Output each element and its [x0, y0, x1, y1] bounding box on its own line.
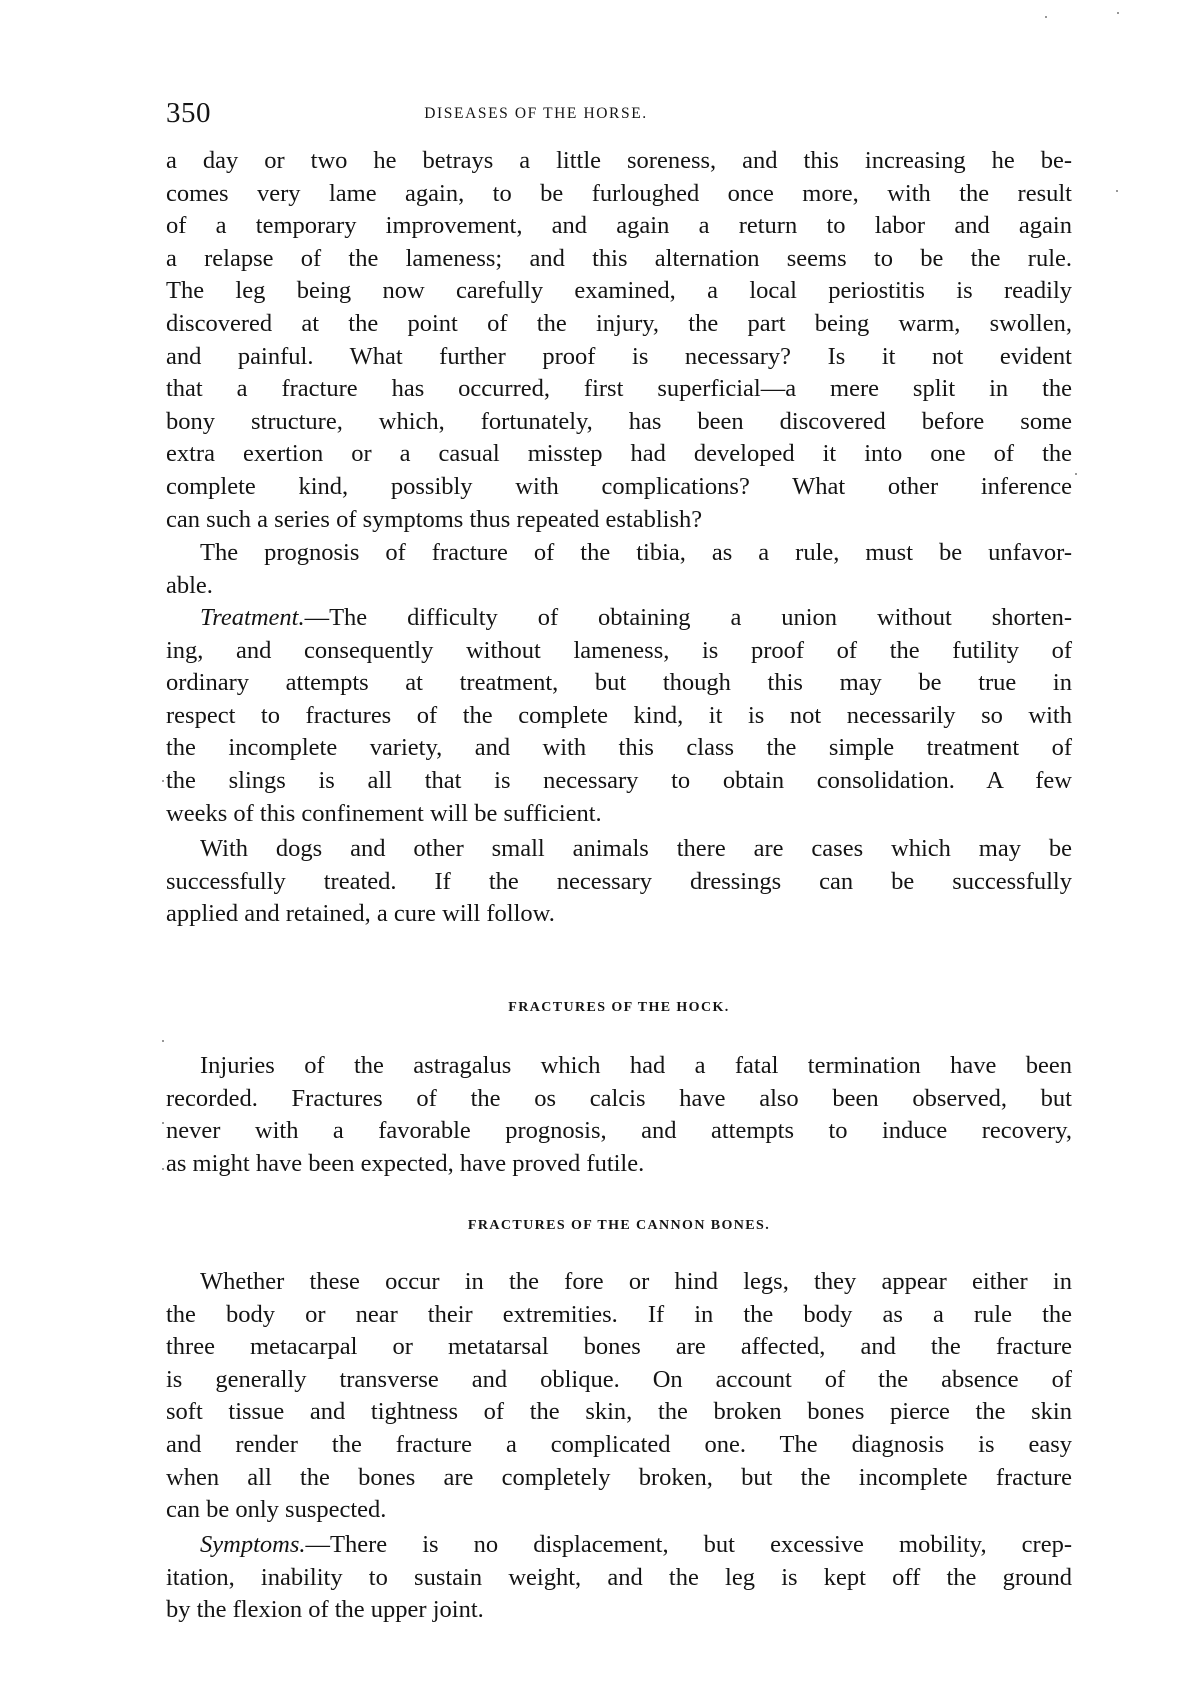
- text-line: applied and retained, a cure will follow.: [166, 900, 555, 928]
- text-line: is generally transverse and oblique. On account of the absence of: [166, 1365, 1072, 1393]
- text-line: can such a series of symptoms thus repeated establish?: [166, 505, 703, 533]
- text-line: bony structure, which, fortunately, has been discovered before some: [166, 407, 1072, 435]
- text-line: recorded. Fractures of the os calcis have also been observed, but: [166, 1084, 1072, 1112]
- section-heading-hock: FRACTURES OF THE HOCK.: [508, 1000, 730, 1015]
- text-line: complete kind, possibly with complications? What other inference: [166, 472, 1072, 500]
- text-line: The prognosis of fracture of the tibia, as a rule, must be unfavor-: [200, 539, 1072, 566]
- paragraph-cannon-bones: [166, 1266, 1072, 1527]
- text-run: —There is no displacement, but excessive mobility, crep-: [305, 1531, 1072, 1558]
- text-line: three metacarpal or metatarsal bones are affected, and the fracture: [166, 1333, 1072, 1361]
- text-line: and painful. What further proof is necessary? Is it not evident: [166, 342, 1072, 370]
- text-line: Injuries of the astragalus which had a fatal termination have been: [200, 1052, 1072, 1079]
- text-line: comes very lame again, to be furloughed once more, with the result: [166, 179, 1072, 207]
- text-line: by the flexion of the upper joint.: [166, 1596, 484, 1624]
- text-line: weeks of this confinement will be sufficient.: [166, 799, 602, 827]
- scan-speck: [1075, 473, 1077, 475]
- text-line: itation, inability to sustain weight, and the leg is kept off the ground: [166, 1563, 1072, 1591]
- text-line: the incomplete variety, and with this class the simple treatment of: [166, 734, 1072, 762]
- text-line: The leg being now carefully examined, a local periostitis is readily: [166, 277, 1072, 305]
- section-heading-cannon-bones: FRACTURES OF THE CANNON BONES.: [467, 1218, 771, 1233]
- paragraph-prognosis: [166, 537, 1072, 602]
- text-line: extra exertion or a casual misstep had developed it into one of the: [166, 440, 1072, 468]
- scan-speck: [1117, 12, 1119, 14]
- page-number: 350: [166, 97, 211, 129]
- running-head: [166, 97, 1072, 137]
- text-line: [166, 1529, 1072, 1562]
- text-line: the slings is all that is necessary to obtain consolidation. A few: [166, 766, 1072, 794]
- paragraph-treatment: [166, 602, 1072, 830]
- scan-speck: [1116, 190, 1118, 192]
- text-line: With dogs and other small animals there are cases which may be: [200, 835, 1072, 862]
- scan-speck: [162, 1168, 164, 1170]
- paragraph-hock: [166, 1050, 1072, 1180]
- text-line: ing, and consequently without lameness, is proof of the futility of: [166, 636, 1072, 664]
- text-line: soft tissue and tightness of the skin, the broken bones pierce the skin: [166, 1398, 1072, 1426]
- text-line: successfully treated. If the necessary dressings can be successfully: [166, 867, 1072, 895]
- scan-speck: [162, 1122, 164, 1124]
- text-line: the body or near their extremities. If in the body as a rule the: [166, 1300, 1072, 1328]
- paragraph-symptoms: [166, 1529, 1072, 1627]
- text-line: ordinary attempts at treatment, but though this may be true in: [166, 669, 1072, 697]
- text-line: respect to fractures of the complete kind, it is not necessarily so with: [166, 701, 1072, 729]
- paragraph-small-animals: [166, 833, 1072, 931]
- text-line: able.: [166, 571, 213, 599]
- text-line: never with a favorable prognosis, and attempts to induce recovery,: [166, 1117, 1072, 1145]
- paragraph-continuation: [166, 145, 1072, 536]
- symptoms-run-in-heading: Symptoms.: [200, 1531, 306, 1558]
- scan-speck: [162, 1040, 164, 1042]
- text-line: that a fracture has occurred, first superficial—a mere split in the: [166, 375, 1072, 403]
- scan-speck: [1045, 16, 1047, 18]
- text-line: [166, 602, 1072, 635]
- text-line: of a temporary improvement, and again a return to labor and again: [166, 212, 1072, 240]
- text-line: as might have been expected, have proved futile.: [166, 1149, 645, 1177]
- text-line: can be only suspected.: [166, 1496, 387, 1524]
- treatment-run-in-heading: Treatment.: [200, 604, 305, 631]
- text-run: —The difficulty of obtaining a union without shorten-: [304, 604, 1072, 631]
- text-line: Whether these occur in the fore or hind legs, they appear either in: [200, 1268, 1072, 1295]
- text-line: a day or two he betrays a little soreness, and this increasing he be-: [166, 147, 1072, 174]
- text-line: and render the fracture a complicated one. The diagnosis is easy: [166, 1430, 1072, 1458]
- scan-speck: [162, 780, 164, 782]
- running-title: DISEASES OF THE HORSE.: [424, 105, 648, 122]
- text-line: a relapse of the lameness; and this alternation seems to be the rule.: [166, 244, 1072, 272]
- text-line: discovered at the point of the injury, the part being warm, swollen,: [166, 309, 1072, 337]
- text-line: when all the bones are completely broken, but the incomplete fracture: [166, 1463, 1072, 1491]
